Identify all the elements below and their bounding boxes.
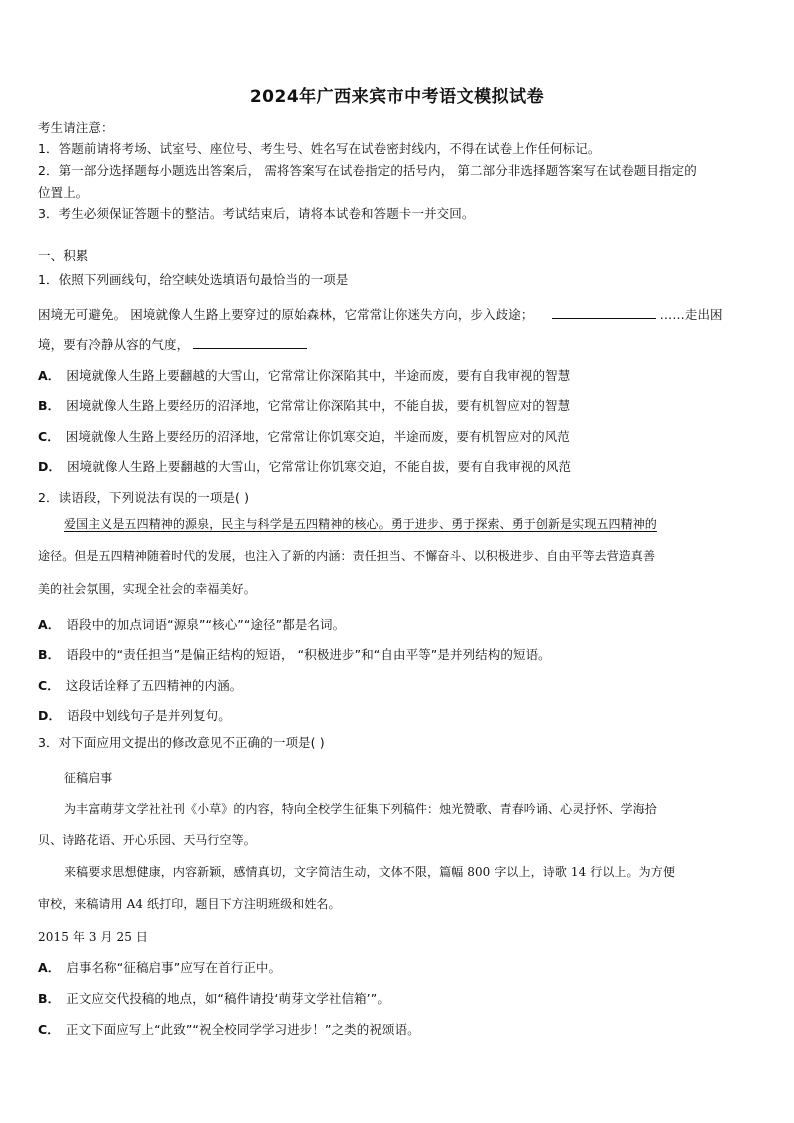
q1-option-a[interactable] bbox=[38, 368, 570, 384]
notice-item-2: 2．第一部分选择题每小题选出答案后， 需将答案写在试卷指定的括号内， 第二部分非选择题答案写在试卷题目指定的 bbox=[38, 163, 697, 178]
q3-doc-line-4: 审校，来稿请用 A4 纸打印，题目下方注明班级和姓名。 bbox=[38, 897, 341, 911]
option-text: 语段中划线句子是并列复句。 bbox=[67, 708, 231, 723]
q1-option-b[interactable] bbox=[38, 398, 570, 414]
q1-blank-2[interactable] bbox=[193, 336, 307, 349]
q3-doc-line-3: 来稿要求思想健康，内容新颖，感情真切，文字简洁生动，文体不限，篇幅 800 字以上，诗歌 14 行以上。为方便 bbox=[64, 865, 675, 879]
q3-option-a[interactable] bbox=[38, 960, 281, 976]
option-text: 困境就像人生路上要经历的沼泽地，它常常让你饥寒交迫，半途而废，要有机智应对的风范 bbox=[65, 429, 570, 444]
option-label: C． bbox=[38, 1022, 60, 1037]
q3-doc-line-1: 为丰富萌芽文学社社刊《小草》的内容，特向全校学生征集下列稿件：烛光赞歌、青春吟诵、心灵抒怀、学海拾 bbox=[64, 802, 657, 816]
q3-stem: 3．对下面应用文提出的修改意见不正确的一项是( ) bbox=[38, 735, 325, 750]
option-text: 启事名称“征稿启事”应写在首行正中。 bbox=[66, 960, 282, 975]
q2-stem: 2．读语段，下列说法有误的一项是( ) bbox=[38, 490, 250, 505]
option-label: D． bbox=[38, 708, 62, 723]
option-label: D． bbox=[38, 459, 62, 474]
notice-heading: 考生请注意： bbox=[38, 120, 114, 135]
q2-option-c[interactable] bbox=[38, 678, 242, 694]
option-text: 语段中的加点词语“源泉”“核心”“途径”都是名词。 bbox=[66, 617, 346, 632]
option-label: C． bbox=[38, 678, 60, 693]
q1-blank-1[interactable] bbox=[552, 306, 656, 319]
option-text: 这段话诠释了五四精神的内涵。 bbox=[65, 678, 243, 693]
option-text: 困境就像人生路上要翻越的大雪山，它常常让你深陷其中，半途而废，要有自我审视的智慧 bbox=[66, 368, 571, 383]
option-label: B． bbox=[38, 647, 61, 662]
q3-option-b[interactable] bbox=[38, 991, 390, 1007]
q3-option-c[interactable] bbox=[38, 1022, 420, 1038]
notice-item-3: 3．考生必须保证答题卡的整洁。考试结束后，请将本试卷和答题卡一并交回。 bbox=[38, 206, 475, 221]
option-label: A． bbox=[38, 617, 61, 632]
q1-option-d[interactable] bbox=[38, 459, 571, 475]
notice-item-1: 1．答题前请将考场、试室号、座位号、考生号、姓名写在试卷密封线内，不得在试卷上作任何标记。 bbox=[38, 141, 601, 156]
option-label: C． bbox=[38, 429, 60, 444]
q1-passage-text-c: 境，要有冷静从容的气度， bbox=[38, 337, 190, 352]
option-text: 困境就像人生路上要经历的沼泽地，它常常让你深陷其中，不能自拔，要有机智应对的智慧 bbox=[66, 398, 571, 413]
q1-passage-text-a: 困境无可避免。 困境就像人生路上要穿过的原始森林，它常常让你迷失方向，步入歧途； bbox=[38, 307, 534, 322]
q1-passage-line-2 bbox=[38, 336, 307, 353]
option-text: 正文下面应写上“此致”“祝全校同学学习进步！”之类的祝颂语。 bbox=[65, 1022, 420, 1037]
option-text: 正文应交代投稿的地点，如“稿件请投‘萌芽文学社信箱’”。 bbox=[66, 991, 390, 1006]
q2-option-a[interactable] bbox=[38, 617, 345, 633]
option-label: B． bbox=[38, 398, 61, 413]
q2-passage-line-2: 途径。但是五四精神随着时代的发展，也注入了新的内涵：责任担当、不懈奋斗、以积极进步、自由平等去营造真善 bbox=[38, 549, 656, 563]
option-label: A． bbox=[38, 368, 61, 383]
q3-doc-title: 征稿启事 bbox=[64, 771, 113, 785]
q3-doc-date: 2015 年 3 月 25 日 bbox=[38, 930, 149, 944]
q2-passage-line-3: 美的社会氛围，实现全社会的幸福美好。 bbox=[38, 582, 256, 596]
q3-doc-line-2: 贝、诗路花语、开心乐园、天马行空等。 bbox=[38, 833, 256, 847]
q2-option-d[interactable] bbox=[38, 708, 231, 724]
q1-passage-line-1 bbox=[38, 306, 723, 323]
q2-option-b[interactable] bbox=[38, 647, 551, 663]
q2-passage-line-1: 爱国主义是五四精神的源泉，民主与科学是五四精神的核心。勇于进步、勇于探索、勇于创新是实现五四精神的 bbox=[64, 517, 657, 531]
q1-passage-text-b: ……走出困 bbox=[659, 307, 723, 322]
q1-option-c[interactable] bbox=[38, 429, 570, 445]
option-label: B． bbox=[38, 991, 61, 1006]
option-text: 语段中的“责任担当”是偏正结构的短语， “积极进步”和“自由平等”是并列结构的短语。 bbox=[66, 647, 551, 662]
option-label: A． bbox=[38, 960, 61, 975]
option-text: 困境就像人生路上要翻越的大雪山，它常常让你饥寒交迫，不能自拔，要有自我审视的风范 bbox=[67, 459, 572, 474]
notice-item-2-cont: 位置上。 bbox=[38, 185, 89, 200]
section-heading: 一、积累 bbox=[38, 248, 89, 263]
page-title: 2024年广西来宾市中考语文模拟试卷 bbox=[249, 87, 545, 107]
q1-stem: 1．依照下列画线句，给空峡处选填语句最恰当的一项是 bbox=[38, 272, 349, 287]
